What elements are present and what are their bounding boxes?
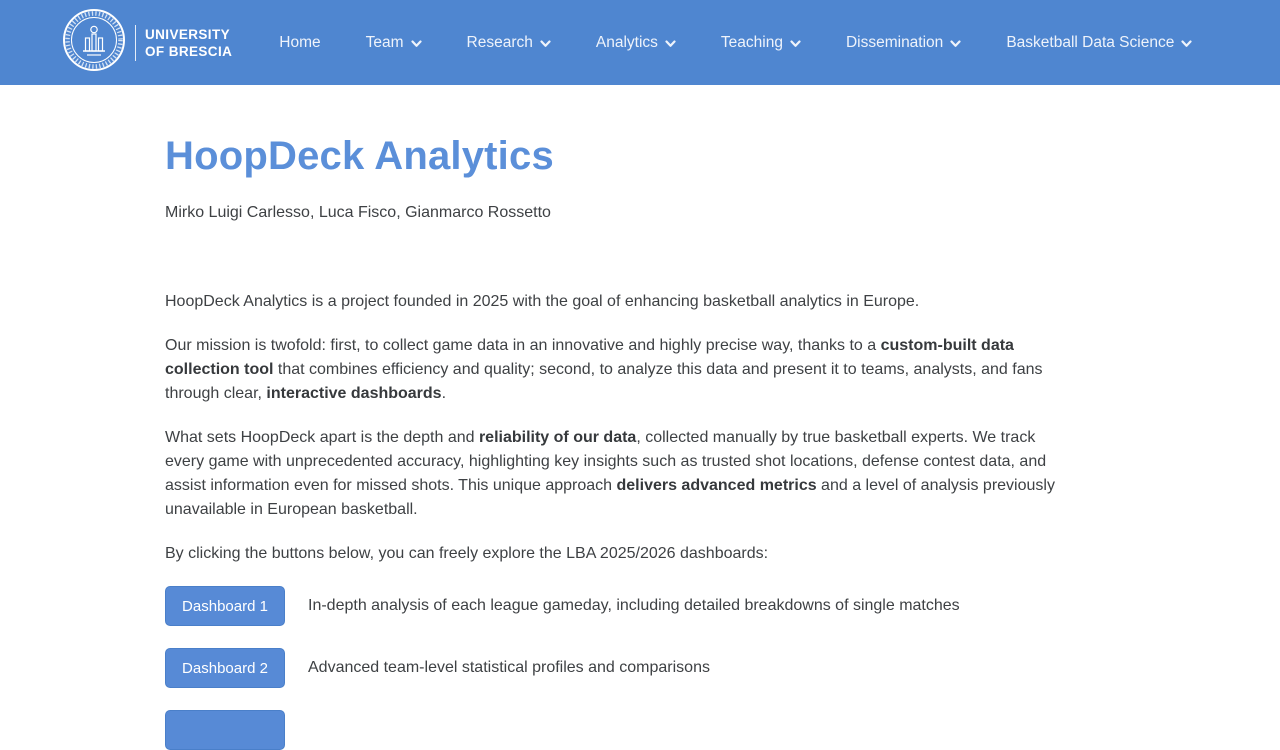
main-menu [279,34,1192,52]
dashboard-description: In-depth analysis of each league gameday, including detailed breakdowns of single matches [308,597,960,614]
nav-item-label: Research [466,33,533,51]
dashboard-description: Advanced team-level statistical profiles and comparisons [308,659,710,676]
nav-item-label: Basketball Data Science [1006,33,1175,51]
paragraph: What sets HoopDeck apart is the depth and reliability of our data, collected manually by true basketball experts. We track every game with unprecedented accuracy, highlighting key insights such as trusted shot locations, defense contest data, and assist information even for missed shots. This unique approach delivers advanced metrics and a level of analysis previously unavailable in European basketball. [165,429,1055,518]
university-seal-icon [62,8,126,77]
dashboard-button-dashboard-2[interactable]: Dashboard 2 [165,648,285,688]
top-navigation-bar [0,0,1280,85]
intro-paragraphs [165,290,1061,566]
logo-divider [135,25,136,61]
chevron-down-icon [411,40,422,48]
nav-item-research[interactable] [467,34,551,52]
nav-item-label: Home [279,33,321,51]
university-logo-link[interactable] [62,8,232,77]
dashboard-button-partial[interactable] [165,710,285,750]
chevron-down-icon [1181,40,1192,48]
nav-item-basketball-data-science[interactable] [1006,34,1192,52]
page-title: HoopDeck Analytics [165,134,554,178]
nav-item-label: Team [365,33,404,51]
nav-item-analytics[interactable] [596,34,676,52]
nav-item-label: Dissemination [845,33,944,51]
paragraph: By clicking the buttons below, you can freely explore the LBA 2025/2026 dashboards: [165,545,769,562]
paragraph: HoopDeck Analytics is a project founded in 2025 with the goal of enhancing basketball analytics in Europe. [165,293,920,310]
dashboard-row [165,710,1061,750]
nav-item-label: Teaching [720,33,783,51]
nav-item-teaching[interactable] [721,34,801,52]
nav-item-label: Analytics [595,33,658,51]
chevron-down-icon [790,40,801,48]
authors-line: Mirko Luigi Carlesso, Luca Fisco, Gianmarco Rossetto [165,204,551,221]
chevron-down-icon [540,40,551,48]
dashboard-row [165,648,1061,688]
chevron-down-icon [950,40,961,48]
dashboard-row [165,586,1061,626]
dashboard-button-dashboard-1[interactable]: Dashboard 1 [165,586,285,626]
nav-item-dissemination[interactable] [846,34,961,52]
nav-item-team[interactable] [366,34,422,52]
paragraph: Our mission is twofold: first, to collect game data in an innovative and highly precise way, thanks to a custom-built data collection tool that combines efficiency and quality; second, to analyze this data and present it to teams, analysts, and fans through clear, interactive dashboards. [165,337,1043,402]
chevron-down-icon [665,40,676,48]
dashboard-links [165,586,1061,750]
university-name: UNIVERSITY OF BRESCIA [145,26,233,59]
main-content [165,133,1061,750]
nav-item-home[interactable] [279,34,320,52]
